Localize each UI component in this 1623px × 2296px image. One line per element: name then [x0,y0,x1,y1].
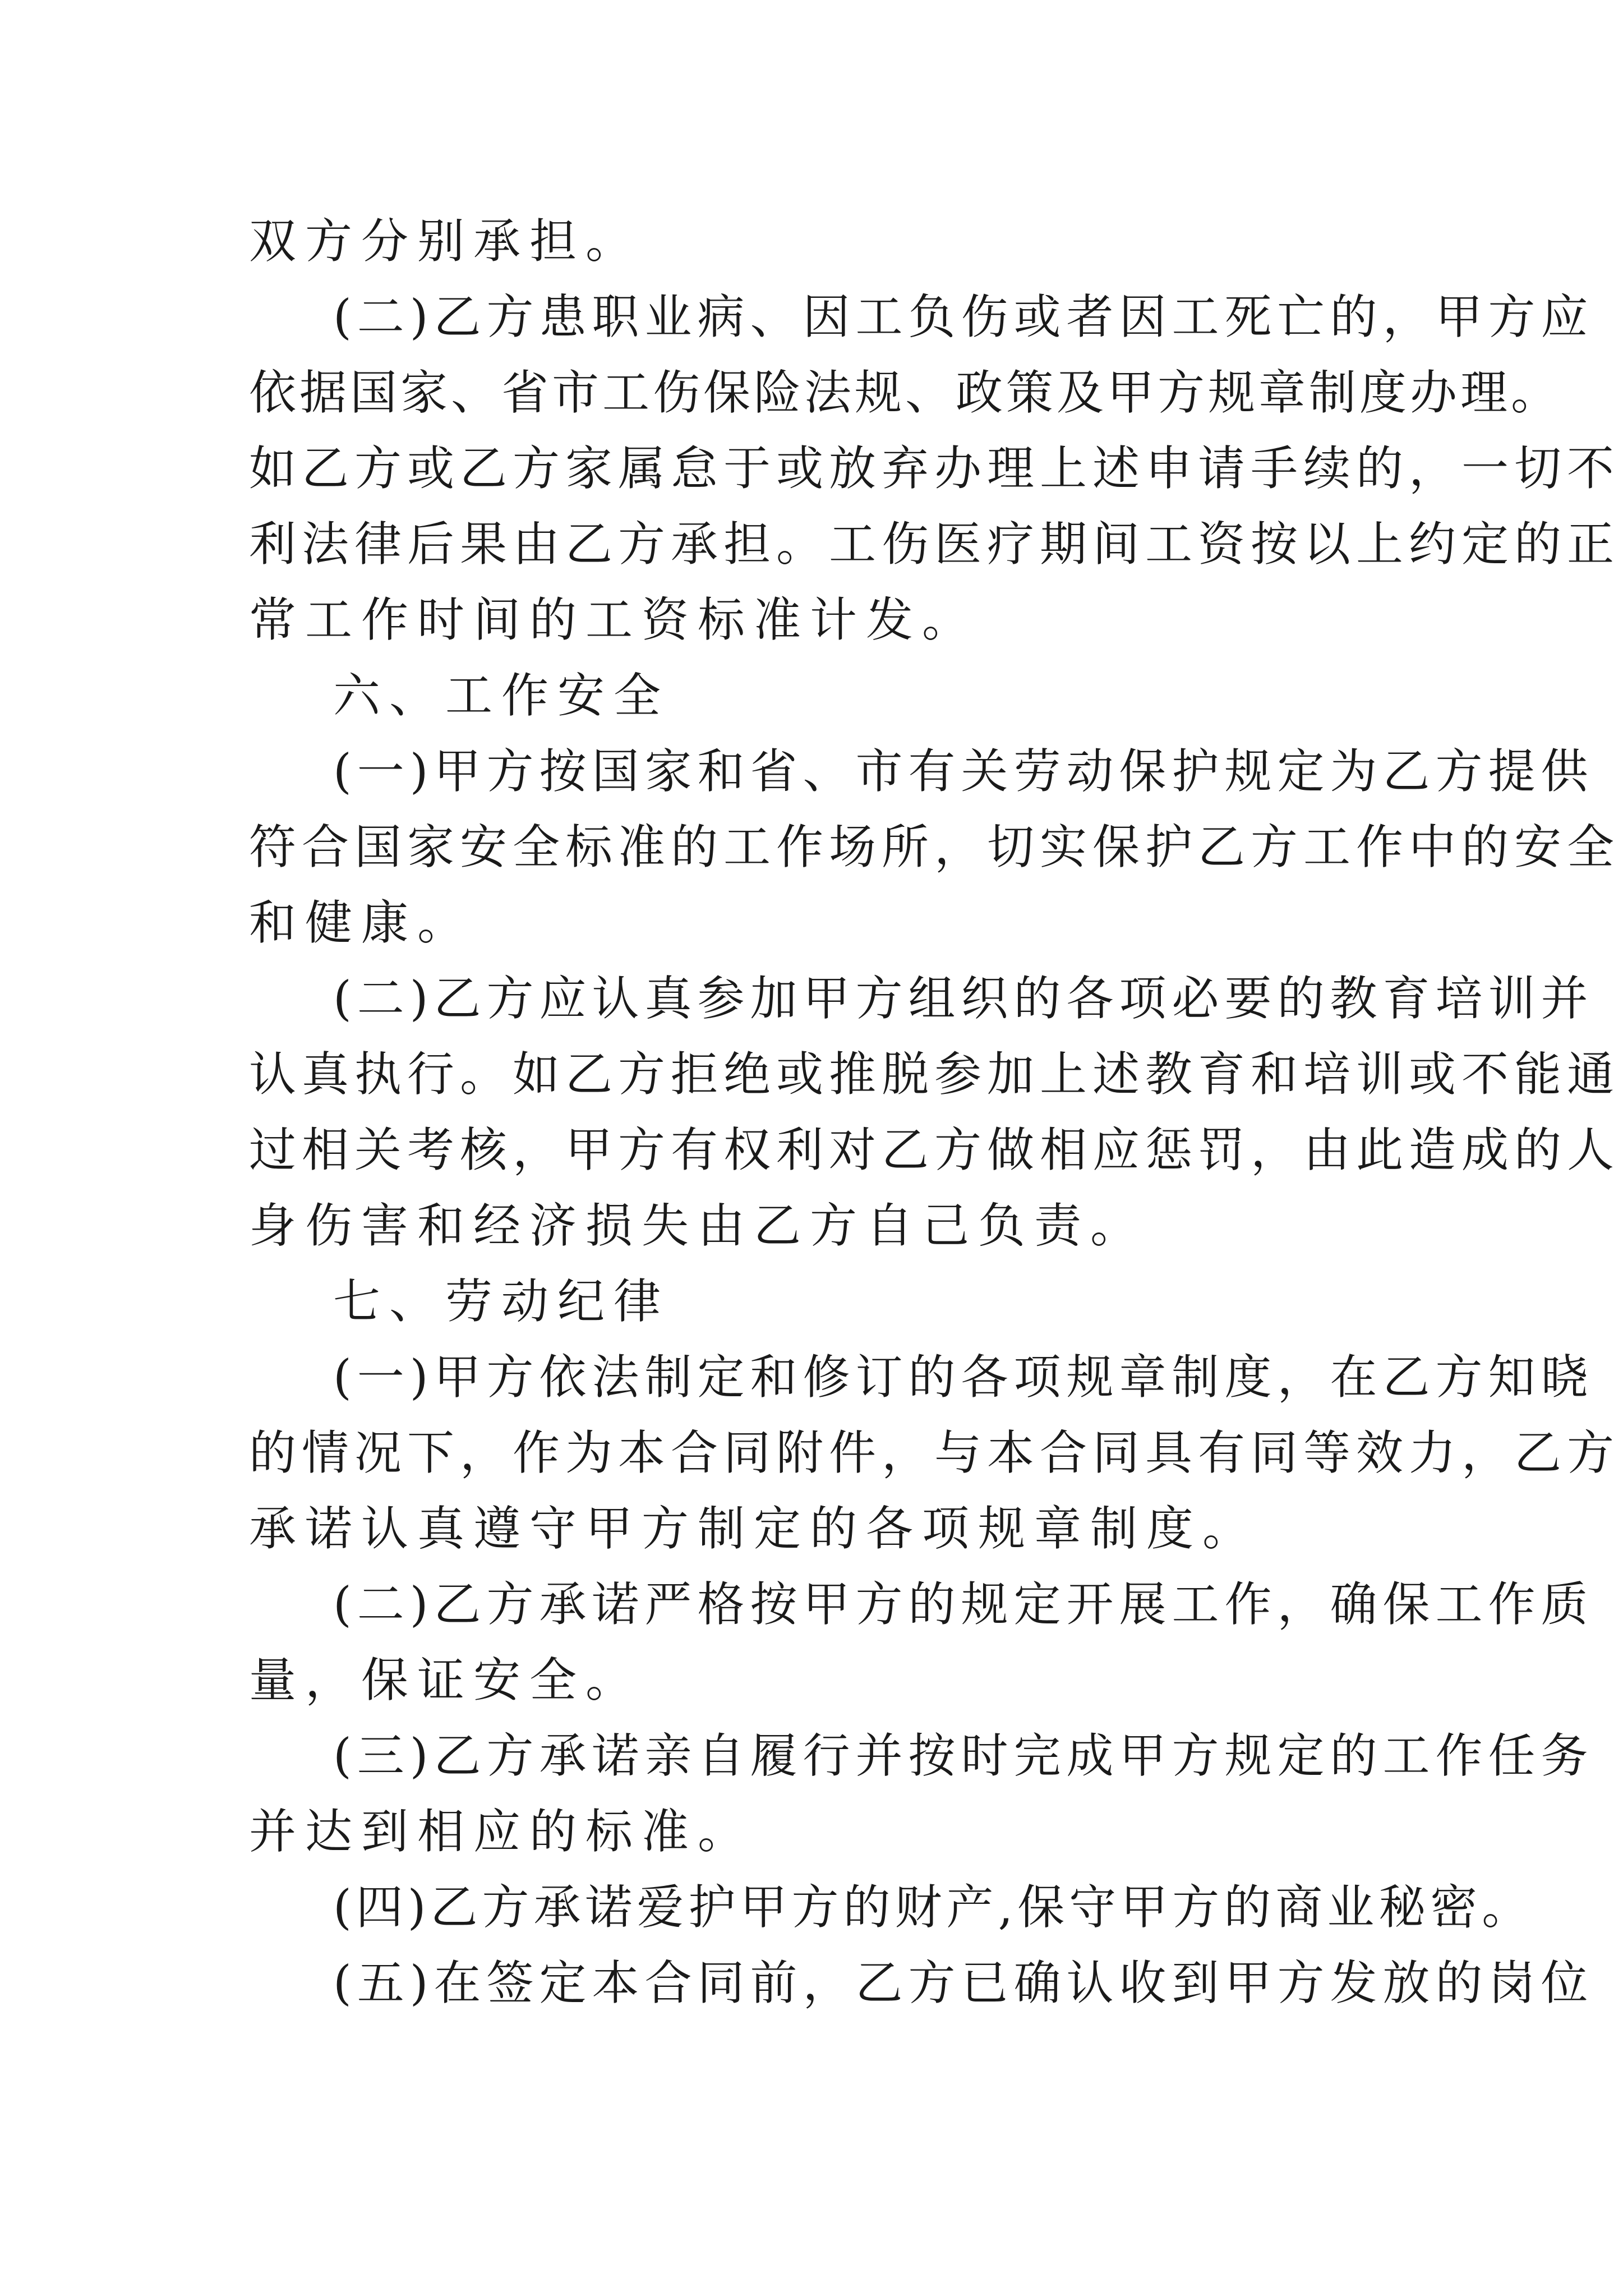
text-line: 身伤害和经济损失由乙方自己负责。 [249,1198,1147,1253]
text-line: (五)在签定本合同前，乙方已确认收到甲方发放的岗位 [333,1955,1594,2010]
text-line: (一)甲方按国家和省、市有关劳动保护规定为乙方提供 [333,744,1594,799]
section-heading: 六、工作安全 [333,668,670,723]
text-line: 如乙方或乙方家属怠于或放弃办理上述申请手续的，一切不 [249,441,1620,496]
text-line: 常工作时间的工资标准计发。 [249,592,979,647]
text-line: (二)乙方承诺严格按甲方的规定开展工作，确保工作质 [333,1577,1594,1632]
text-line: (三)乙方承诺亲自履行并按时完成甲方规定的工作任务 [333,1728,1594,1783]
text-line: 利法律后果由乙方承担。工伤医疗期间工资按以上约定的正 [249,517,1620,572]
text-line: (二)乙方应认真参加甲方组织的各项必要的教育培训并 [333,971,1594,1026]
text-line: 认真执行。如乙方拒绝或推脱参加上述教育和培训或不能通 [249,1047,1620,1102]
section-heading: 七、劳动纪律 [333,1274,670,1329]
text-line: 承诺认真遵守甲方制定的各项规章制度。 [249,1501,1259,1556]
text-line: (四)乙方承诺爱护甲方的财产,保守甲方的商业秘密。 [333,1880,1534,1935]
text-line: 过相关考核，甲方有权利对乙方做相应惩罚，由此造成的人 [249,1122,1620,1177]
text-line: 符合国家安全标准的工作场所，切实保护乙方工作中的安全 [249,820,1620,875]
text-line: 并达到相应的标准。 [249,1804,754,1859]
text-line: 双方分别承担。 [249,214,642,269]
text-line: (一)甲方依法制定和修订的各项规章制度，在乙方知晓 [333,1350,1594,1405]
text-line: (二)乙方患职业病、因工负伤或者因工死亡的，甲方应 [333,289,1594,344]
text-line: 的情况下，作为本合同附件，与本合同具有同等效力，乙方 [249,1425,1620,1480]
text-line: 和健康。 [249,895,474,950]
text-line: 依据国家、省市工伤保险法规、政策及甲方规章制度办理。 [249,365,1562,420]
text-line: 量，保证安全。 [249,1653,642,1708]
